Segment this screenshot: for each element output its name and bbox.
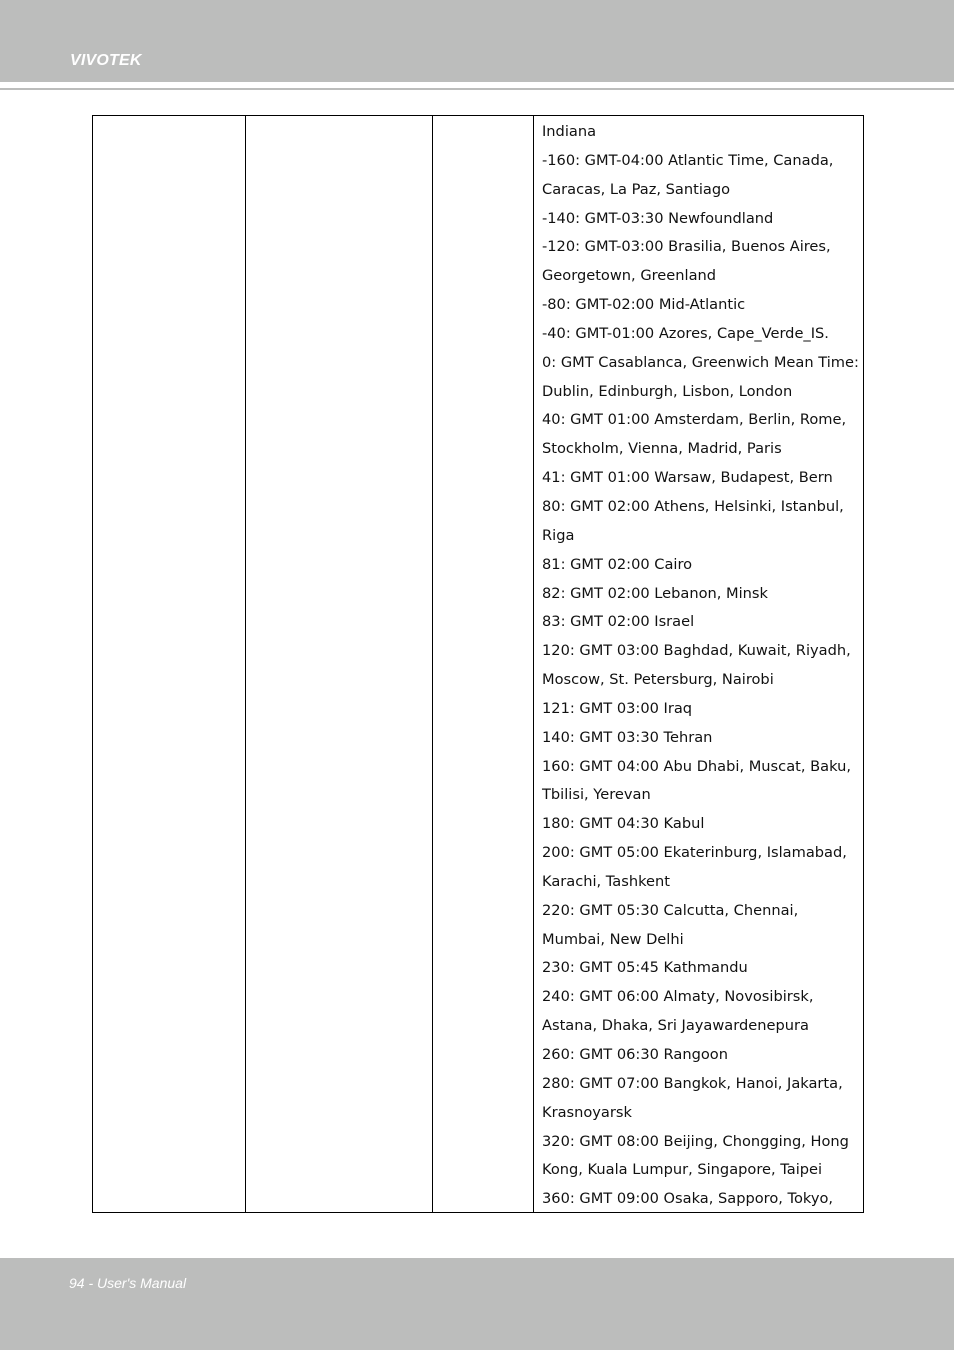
timezone-table bbox=[92, 115, 864, 1213]
timezone-line: 320: GMT 08:00 Beijing, Chongging, Hong bbox=[542, 1132, 849, 1150]
timezone-line: 180: GMT 04:30 Kabul bbox=[542, 815, 705, 833]
timezone-line: 82: GMT 02:00 Lebanon, Minsk bbox=[542, 584, 768, 602]
timezone-line: 40: GMT 01:00 Amsterdam, Berlin, Rome, bbox=[542, 411, 847, 429]
timezone-line: Tbilisi, Yerevan bbox=[542, 786, 651, 804]
timezone-line: -140: GMT-03:30 Newfoundland bbox=[542, 209, 774, 227]
timezone-line: 230: GMT 05:45 Kathmandu bbox=[542, 959, 748, 977]
timezone-line: Riga bbox=[542, 526, 575, 544]
column-divider bbox=[533, 116, 534, 1212]
timezone-line: 140: GMT 03:30 Tehran bbox=[542, 728, 713, 746]
timezone-line: Krasnoyarsk bbox=[542, 1103, 632, 1121]
timezone-line: Georgetown, Greenland bbox=[542, 267, 717, 285]
timezone-line: Dublin, Edinburgh, Lisbon, London bbox=[542, 382, 793, 400]
timezone-line: 120: GMT 03:00 Baghdad, Kuwait, Riyadh, bbox=[542, 642, 851, 660]
timezone-line: 160: GMT 04:00 Abu Dhabi, Muscat, Baku, bbox=[542, 757, 851, 775]
timezone-line: 220: GMT 05:30 Calcutta, Chennai, bbox=[542, 901, 799, 919]
timezone-line: -80: GMT-02:00 Mid-Atlantic bbox=[542, 296, 746, 314]
column-divider bbox=[245, 116, 246, 1212]
timezone-list bbox=[542, 118, 860, 1214]
page-footer bbox=[0, 1258, 954, 1350]
page-header bbox=[0, 0, 954, 82]
timezone-line: -40: GMT-01:00 Azores, Cape_Verde_IS. bbox=[542, 324, 829, 342]
timezone-line: -120: GMT-03:00 Brasilia, Buenos Aires, bbox=[542, 238, 831, 256]
timezone-line: 83: GMT 02:00 Israel bbox=[542, 613, 695, 631]
timezone-line: 0: GMT Casablanca, Greenwich Mean Time: bbox=[542, 353, 859, 371]
timezone-line: Stockholm, Vienna, Madrid, Paris bbox=[542, 440, 782, 458]
timezone-line: -160: GMT-04:00 Atlantic Time, Canada, bbox=[542, 151, 834, 169]
timezone-line: 200: GMT 05:00 Ekaterinburg, Islamabad, bbox=[542, 844, 847, 862]
timezone-line: 260: GMT 06:30 Rangoon bbox=[542, 1046, 728, 1063]
timezone-line: Kong, Kuala Lumpur, Singapore, Taipei bbox=[542, 1161, 823, 1179]
brand-logo: VIVOTEK bbox=[70, 52, 142, 69]
timezone-line: 280: GMT 07:00 Bangkok, Hanoi, Jakarta, bbox=[542, 1074, 843, 1092]
timezone-line: 121: GMT 03:00 Iraq bbox=[542, 699, 693, 717]
timezone-line: 80: GMT 02:00 Athens, Helsinki, Istanbul, bbox=[542, 497, 844, 515]
timezone-line: Karachi, Tashkent bbox=[542, 872, 670, 890]
timezone-line: Mumbai, New Delhi bbox=[542, 930, 684, 948]
timezone-line: 81: GMT 02:00 Cairo bbox=[542, 555, 693, 573]
header-divider bbox=[0, 88, 954, 90]
timezone-line: Astana, Dhaka, Sri Jayawardenepura bbox=[542, 1017, 809, 1035]
timezone-line: Indiana bbox=[542, 123, 597, 140]
column-divider bbox=[432, 116, 433, 1212]
page-number: 94 - User's Manual bbox=[69, 1275, 187, 1291]
timezone-line: 240: GMT 06:00 Almaty, Novosibirsk, bbox=[542, 988, 814, 1006]
timezone-line: 360: GMT 09:00 Osaka, Sapporo, Tokyo, bbox=[542, 1190, 834, 1208]
timezone-line: Moscow, St. Petersburg, Nairobi bbox=[542, 671, 774, 689]
timezone-line: Caracas, La Paz, Santiago bbox=[542, 180, 731, 198]
timezone-line: 41: GMT 01:00 Warsaw, Budapest, Bern bbox=[542, 469, 833, 487]
